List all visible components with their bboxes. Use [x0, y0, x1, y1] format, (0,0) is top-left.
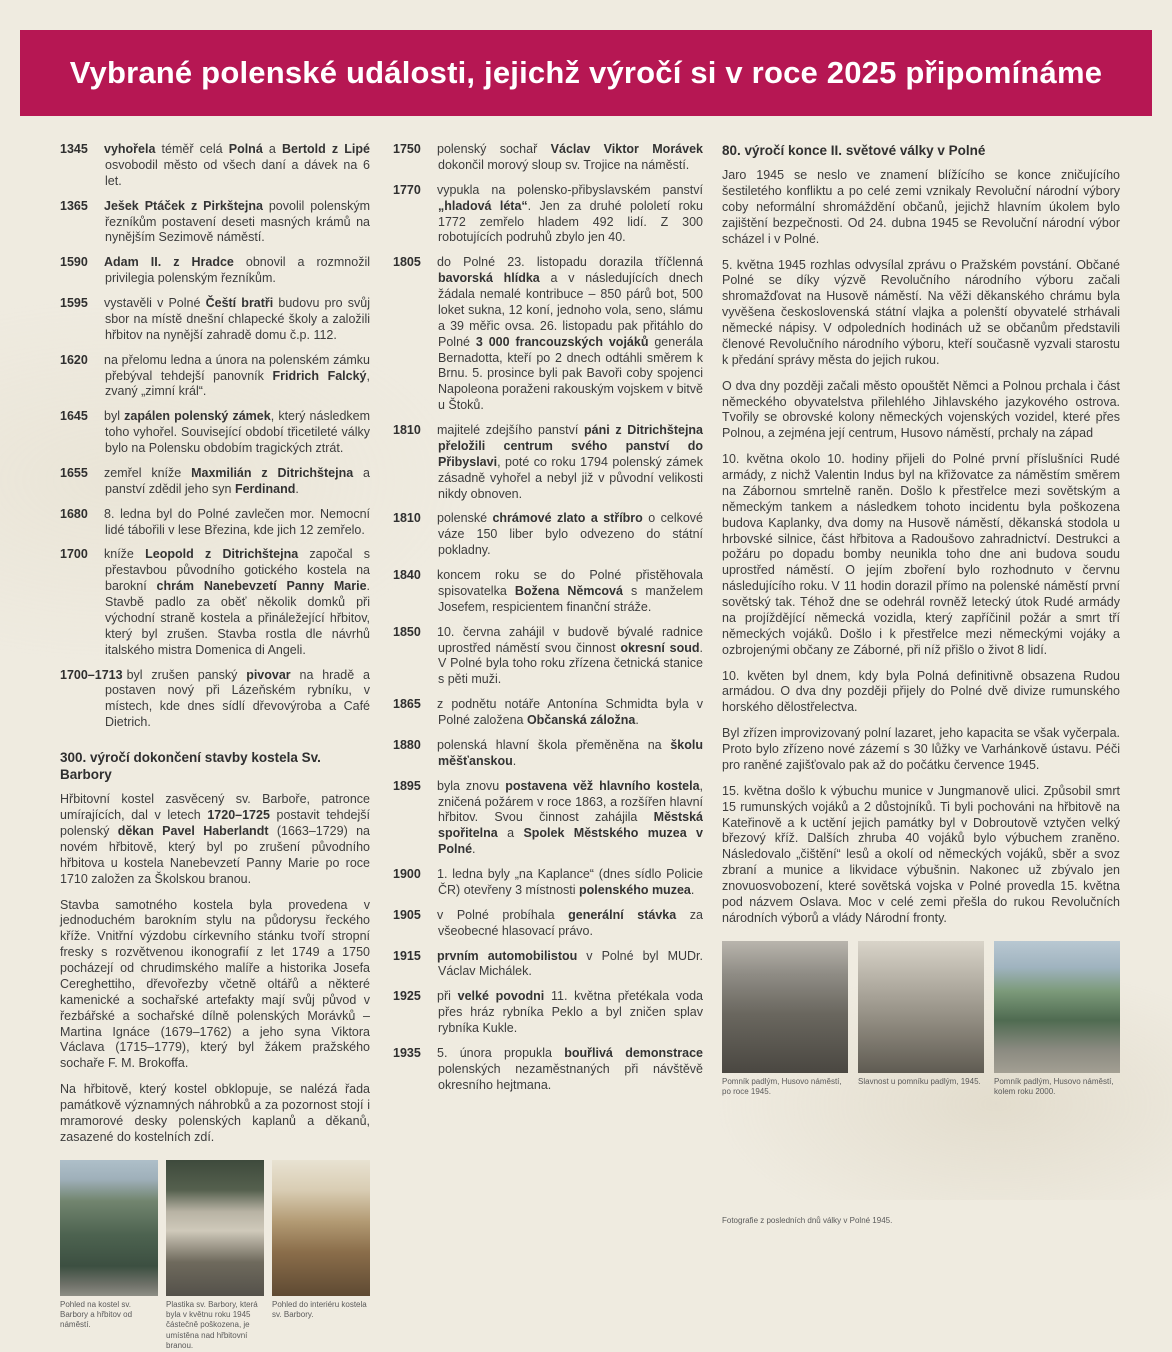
ww2-photo-row — [722, 941, 1120, 1098]
timeline-text: vyhořela téměř celá Polná a Bertold z Lipé osvobodil město od všech daní a dávek na 6 let. — [104, 142, 370, 188]
timeline-entry — [393, 989, 703, 1037]
paragraph: 5. května 1945 rozhlas odvysílal zprávu o Pražském povstání. Občané Polné se díky výzvě Revolučního národního výboru začali shromažďovat na Husově náměstí. Na věži děkanského chrámu byla vyvěšena československá státní vlajka a polenští obyvatelé strhávali německé nápisy. V odpoledních hodinách už se občanům představili členové Revolučního národního výboru, kteří současně vyzvali starostu k předání správy města do jejich rukou. — [722, 257, 1120, 367]
timeline-text: na přelomu ledna a února na polenském zámku přebýval tehdejší panovník Fridrich Falcký, zvaný „zimní král“. — [104, 352, 370, 399]
timeline-text: zemřel kníže Maxmilián z Ditrichštejna a panství zdědil jeho syn Ferdinand. — [104, 465, 370, 496]
bottom-photos-caption: Fotografie z posledních dnů války v Polné 1945. — [722, 1216, 893, 1226]
timeline-text: při velké povodni 11. května přetékala voda přes hráz rybníka Peklo a byl zničen splav rybníka Kukle. — [437, 989, 703, 1035]
timeline-entry — [393, 183, 703, 247]
timeline-entry — [393, 908, 703, 940]
photo-placeholder — [994, 941, 1120, 1073]
timeline-year: 1925 — [393, 989, 421, 1004]
photo-caption: Slavnost u pomníku padlým, 1945. — [858, 1076, 981, 1086]
timeline-text: koncem roku se do Polné přistěhovala spisovatelka Božena Němcová s manželem Josefem, respicientem finanční stráže. — [437, 568, 704, 614]
timeline-entry — [393, 779, 703, 858]
timeline-entry — [60, 466, 370, 498]
timeline-text: Ješek Ptáček z Pirkštejna povolil polenským řezníkům postavení deseti masných krámů na nynějším Sezimově náměstí. — [104, 198, 370, 245]
timeline-year: 1905 — [393, 907, 421, 922]
timeline-entry — [393, 423, 703, 502]
photo-caption: Pomník padlým, Husovo náměstí, po roce 1945. — [722, 1076, 842, 1097]
timeline-text: 5. února propukla bouřlivá demonstrace polenských nezaměstnaných při návštěvě okresního hejtmana. — [437, 1045, 703, 1092]
timeline-year: 1595 — [60, 296, 88, 310]
timeline-entry — [60, 547, 370, 658]
timeline-year: 1895 — [393, 778, 421, 793]
timeline-entry — [60, 296, 370, 344]
photo-figure — [858, 941, 984, 1098]
timeline-year: 1680 — [60, 506, 88, 521]
timeline-year: 1810 — [393, 511, 421, 526]
column-2 — [393, 142, 703, 1352]
timeline-year: 1850 — [393, 624, 421, 639]
photo-placeholder — [858, 941, 984, 1073]
timeline-entry — [393, 1046, 703, 1094]
timeline-year: 1620 — [60, 352, 88, 367]
timeline-year: 1935 — [393, 1045, 421, 1060]
timeline-entry — [393, 511, 703, 559]
column-3 — [722, 142, 1120, 1352]
timeline-text: 1. ledna byly „na Kaplance“ (dnes sídlo Policie ČR) otevřeny 3 místnosti polenského muzea. — [437, 867, 703, 897]
timeline-text: 8. ledna byl do Polné zavlečen mor. Nemocní lidé tábořili v lese Březina, kde jich 12 zemřelo. — [104, 506, 370, 537]
timeline-entry — [60, 507, 370, 539]
photo-figure — [722, 941, 848, 1098]
timeline-entry — [393, 255, 703, 414]
timeline-text: 10. června zahájil v budově bývalé radnice uprostřed náměstí svou činnost okresní soud. V Polné byla toho roku zřízena četnická stanice s pěti muži. — [437, 624, 703, 687]
timeline-year: 1655 — [60, 465, 88, 480]
section-heading-ww2: 80. výročí konce II. světové války v Polné — [722, 143, 986, 158]
photo-figure — [722, 1115, 846, 1211]
photo-caption: Pohled do interiéru kostela sv. Barbory. — [272, 1299, 367, 1320]
timeline-text: vystavěli v Polné Čeští bratři budovu pro svůj sbor na místě dnešní chlapecké školy a založili hřbitov na nynější zahradě domu č.p. 112. — [104, 296, 370, 342]
barbora-photo-row — [60, 1160, 370, 1352]
timeline-year: 1700–1713 — [60, 667, 123, 682]
photo-figure — [994, 941, 1120, 1098]
photo-placeholder — [858, 1115, 992, 1211]
timeline-year: 1345 — [60, 142, 88, 156]
timeline-entry — [393, 142, 703, 174]
photo-figure — [858, 1115, 992, 1211]
timeline-entry — [60, 199, 370, 247]
photo-figure — [272, 1160, 370, 1352]
timeline-text: byl zrušen panský pivovar na hradě a postaven nový při Lázeňském rybníku, v místech, kde dnes sídlí dřevovýroba a Café Dietrich. — [105, 667, 370, 730]
page-header — [20, 30, 1152, 116]
photo-placeholder — [272, 1160, 370, 1296]
timeline-year: 1645 — [60, 409, 88, 424]
photo-placeholder — [60, 1160, 158, 1296]
paragraph: 10. května okolo 10. hodiny přijeli do Polné první příslušníci Rudé armády, z nichž Valentin Indus byl na křižovatce za náměstím směrem na Zábornou smrtelně raněn. Došlo k přestřelce mezi sovětským a německým tankem a následkem tohoto incidentu byla poškozena budova Kaplanky, dva domy na Husově náměstí, děkanská stodola u hrbovské silnice, část hřbitova a Radoušovo zahradnictví. Destrukci a požáru po dopadu bomby neunikla toho dne ani budova soudu uprostřed náměstí. O jejím zboření bylo rozhodnuto v červnu následujícího roku. V 11 hodin dorazil přímo na polenské náměstí první sovětský tak. Téhož dne se odehrál rovněž letecký útok Rudé armády na projíždějící německá vozidla, který zapříčinil požár a smrt tří německých vojáků. Došlo i k přestřelce mezi německými vojáky a ozbrojenými občany ze Záborné, při níž přišlo o život 8 lidí. — [722, 452, 1120, 657]
timeline-year: 1590 — [60, 255, 88, 270]
timeline-text: Adam II. z Hradce obnovil a rozmnožil privilegia polenským řezníkům. — [104, 255, 371, 286]
paragraph: Na hřbitově, který kostel obklopuje, se nalézá řada památkově významných náhrobků a za pozornost stojí i mramorové desky polenských kaplanů a děkanů, zasazené do kostelních zdí. — [60, 1082, 370, 1144]
ww2-bottom-photo-row — [722, 1115, 1120, 1211]
timeline-entry — [393, 738, 703, 770]
timeline-text: v Polné probíhala generální stávka za všeobecné hlasovací právo. — [437, 907, 704, 938]
timeline-text: z podnětu notáře Antonína Schmidta byla v Polné založena Občanská záložna. — [437, 697, 703, 727]
timeline-list-2 — [393, 142, 703, 1094]
timeline-text: majitelé zdejšího panství páni z Ditrichštejna přeložili centrum svého panství do Přibyslavi, poté co roku 1794 polenský zámek zásadně vyhořel a nebyl již v původní velikosti nikdy obnoven. — [437, 423, 704, 501]
timeline-entry — [60, 142, 370, 190]
photo-placeholder — [722, 941, 848, 1073]
timeline-year: 1810 — [393, 423, 421, 437]
paragraph: 15. května došlo k výbuchu munice v Jungmanově ulici. Způsobil smrt 15 rumunských vojáků a 2 důstojníků. Ti byli pochováni na hřbitově na Kateřinově a k uctění jejich památky byl v Dobroutově vztyčen velký březový kříž. Dalších zhruba 40 vojáků bylo výbuchem zraněno. Následovalo „čištění“ lesů a okolí od německých vojáků, sběr a svoz zbraní a munice a likvidace výbušnin. Nakonec už zbývalo jen znovuosvobození, které sovětská vojska v Polné provedla 15. května pod názvem Oslava. Moc v celé zemi přešla do rukou Revolučních národních výborů a vlády Národní fronty. — [722, 783, 1120, 925]
timeline-entry — [393, 568, 703, 616]
timeline-year: 1900 — [393, 867, 421, 881]
photo-caption: Plastika sv. Barbory, která byla v květnu roku 1945 částečně poškozena, je umístěna nad hřbitovní branou. — [166, 1299, 258, 1351]
timeline-entry — [60, 409, 370, 457]
timeline-list-1 — [60, 142, 370, 731]
timeline-year: 1700 — [60, 547, 88, 562]
column-1 — [60, 142, 370, 1352]
timeline-text: byl zapálen polenský zámek, který následkem toho vyhořel. Související období třicetileté války bylo na Polensku obdobím tragických ztrát. — [104, 409, 371, 455]
photo-figure — [166, 1160, 264, 1352]
timeline-year: 1750 — [393, 142, 421, 156]
section-heading-barbora: 300. výročí dokončení stavby kostela Sv. Barbory — [60, 750, 321, 783]
timeline-text: do Polné 23. listopadu dorazila tříčlenná bavorská hlídka a v následujících dnech žádala nemalé kontribuce – 850 párů bot, 500 loket sukna, 12 koní, jednoho vola, seno, slámu a 39 měřic ovsa. 26. listopadu pak přitáhlo do Polné 3 000 francouzských vojáků generála Bernadotta, kteří po 2 dnech odtáhli směrem k Brnu. 5. prosince byli pak Bavoři coby spojenci Napoleona poraženi rakouským vojskem v bitvě u Štoků. — [437, 255, 704, 413]
timeline-entry — [393, 867, 703, 899]
photo-figure — [60, 1160, 158, 1352]
timeline-entry — [393, 949, 703, 981]
paragraph: Stavba samotného kostela byla provedena v jednoduchém barokním stylu na půdorysu řeckého kříže. Vnitřní výzdobu církevního stánku tvoří stropní fresky s rozvětvenou ikonografií z let 1749 a 1750 pocházejí od chrudimského malíře a historika Josefa Cereghettiho, dřevořezby včetně oltářů a některé kamenické a sochařské artefakty mají svůj původ v řezbářské a sochařské dílně polenských Morávků – Martina Ignáce (1679–1762) a jeho syna Viktora Václava (1715–1779), který byl žákem pražského sochaře F. M. Brokoffa. — [60, 897, 370, 1071]
photo-placeholder — [166, 1160, 264, 1296]
paragraph: O dva dny později začali město opouštět Němci a Polnou prchala i část německého obyvatelstva přilehlého Jihlavského jazykového ostrova. Tvořily se obrovské kolony německých vojenských vozidel, které přes Polnou, a zejména její centrum, Husovo náměstí, prchaly na západ — [722, 378, 1120, 441]
timeline-text: polenská hlavní škola přeměněna na školu měšťanskou. — [437, 737, 703, 768]
timeline-text: polenský sochař Václav Viktor Morávek dokončil morový sloup sv. Trojice na náměstí. — [437, 142, 703, 172]
timeline-year: 1770 — [393, 182, 421, 197]
timeline-text: vypukla na polensko-přibyslavském panství „hladová léta“. Jen za druhé pololetí roku 1772 zemřelo hladem 492 lidí. Z 300 robotujících podruhů zbylo jen 40. — [437, 182, 703, 245]
photo-caption: Pomník padlým, Husovo náměstí, kolem roku 2000. — [994, 1076, 1114, 1097]
timeline-entry — [393, 625, 703, 689]
timeline-text: prvním automobilistou v Polné byl MUDr. Václav Michálek. — [437, 948, 703, 979]
timeline-text: byla znovu postavena věž hlavního kostela, zničená požárem v roce 1863, a rozšířen hlavní hřbitov. Svou činnost zahájila Městská spořitelna a Spolek Městského muzea v Polné. — [437, 778, 704, 857]
photo-placeholder — [722, 1115, 846, 1211]
paragraph: Hřbitovní kostel zasvěcený sv. Barboře, patronce umírajících, dal v letech 1720–1725 postavit tehdejší polenský děkan Pavel Haberlandt (1663–1729) na novém hřbitově, který byl po zrušení původního hřbitova u kostela Nanebevzetí Panny Marie po roce 1710 založen za Školskou branou. — [60, 792, 371, 886]
page-title: Vybrané polenské události, jejichž výročí si v roce 2025 připomínáme — [69, 55, 1103, 90]
barbora-paragraphs — [60, 792, 370, 1145]
timeline-entry — [393, 697, 703, 729]
photo-caption: Pohled na kostel sv. Barbory a hřbitov od náměstí. — [60, 1299, 133, 1330]
timeline-year: 1865 — [393, 697, 421, 712]
timeline-entry — [60, 353, 370, 401]
poster-body — [0, 116, 1172, 1352]
timeline-year: 1880 — [393, 737, 421, 752]
timeline-entry — [60, 255, 370, 287]
paragraph: Byl zřízen improvizovaný polní lazaret, jeho kapacita se však vyčerpala. Proto bylo zřízeno nové zázemí s 30 lůžky ve Varhánkově ústavu. Péči pro raněné zajišťovalo pak až do počátku července 1945. — [722, 726, 1120, 772]
timeline-year: 1365 — [60, 198, 88, 213]
timeline-text: kníže Leopold z Ditrichštejna započal s přestavbou původního gotického kostela na barokní chrám Nanebevzetí Panny Marie. Stavbě padlo za oběť několik domků při východní straně kostela a přináležející hřbitov, který byl zrušen. Stavba rostla dle návrhů italského mistra Domenica di Angeli. — [104, 547, 371, 657]
timeline-year: 1840 — [393, 568, 421, 582]
timeline-entry — [60, 668, 370, 732]
timeline-year: 1915 — [393, 948, 421, 963]
paragraph: Jaro 1945 se neslo ve znamení blížícího se konce zničujícího šestiletého konfliktu a po celé zemi vznikaly Revoluční národní výbory coby neformální shromáždění občanů, jejichž hlavním úkolem bylo zajištění bezpečnosti. Od 24. dubna 1945 se Revoluční národní výbor scházel i v Polné. — [722, 168, 1120, 246]
timeline-text: polenské chrámové zlato a stříbro o celkové váze 150 liber bylo odvezeno do státní pokladny. — [437, 511, 703, 558]
ww2-paragraphs — [722, 168, 1120, 927]
paragraph: 10. květen byl dnem, kdy byla Polná definitivně obsazena Rudou armádou. O dva dny později přijely do Polné dvě divize rumunského horského dělostřelectva. — [722, 668, 1120, 715]
timeline-year: 1805 — [393, 255, 421, 270]
